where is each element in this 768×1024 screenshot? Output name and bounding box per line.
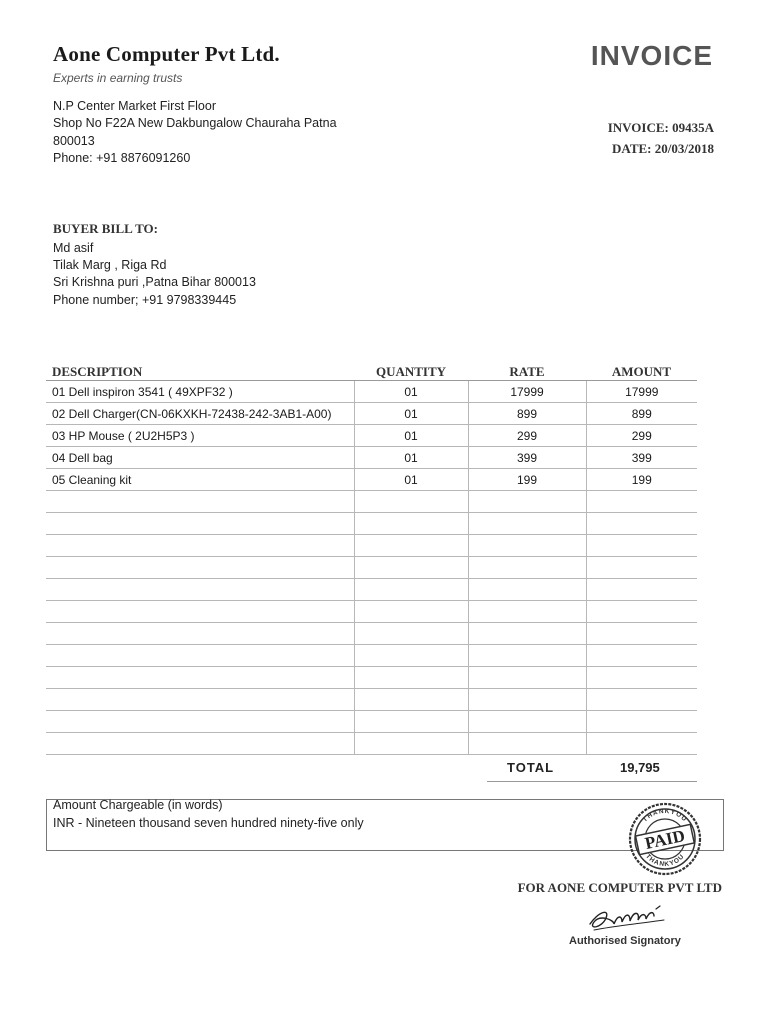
- item-amount: 17999: [586, 381, 697, 403]
- item-amount: [586, 557, 697, 579]
- item-description: [46, 513, 354, 535]
- item-description: [46, 579, 354, 601]
- stamp-ring-top-text: THANKYOU: [641, 807, 689, 824]
- item-rate: [468, 667, 586, 689]
- item-rate: [468, 733, 586, 755]
- stamp-ring-bottom-text: THANKYOU: [644, 852, 686, 869]
- table-row: [46, 711, 697, 733]
- item-amount: [586, 579, 697, 601]
- table-row: [46, 447, 697, 469]
- items-table-body: [46, 381, 697, 755]
- item-description: [46, 623, 354, 645]
- total-label: TOTAL: [507, 760, 555, 775]
- item-description: [46, 557, 354, 579]
- invoice-meta: [608, 117, 714, 159]
- company-phone: Phone: +91 8876091260: [53, 150, 191, 165]
- item-rate: [468, 645, 586, 667]
- for-company-label: FOR AONE COMPUTER PVT LTD: [517, 880, 722, 895]
- item-rate: 899: [468, 403, 586, 425]
- item-quantity: [354, 711, 468, 733]
- item-quantity: [354, 689, 468, 711]
- item-description: 04 Dell bag: [46, 447, 354, 469]
- item-amount: [586, 733, 697, 755]
- address-line: Shop No F22A New Dakbungalow Chauraha Patna: [53, 116, 337, 131]
- amount-in-words-label: Amount Chargeable (in words): [53, 798, 223, 812]
- item-quantity: [354, 623, 468, 645]
- table-row: [46, 491, 697, 513]
- item-quantity: [354, 535, 468, 557]
- item-description: 01 Dell inspiron 3541 ( 49XPF32 ): [46, 381, 354, 403]
- invoice-number: INVOICE: 09435A: [607, 120, 714, 135]
- item-quantity: [354, 733, 468, 755]
- table-row: [46, 623, 697, 645]
- item-description: [46, 535, 354, 557]
- item-description: 03 HP Mouse ( 2U2H5P3 ): [46, 425, 354, 447]
- item-quantity: [354, 601, 468, 623]
- item-description: [46, 645, 354, 667]
- buyer-address-line: Tilak Marg , Riga Rd: [53, 258, 167, 273]
- table-row: [46, 667, 697, 689]
- column-header-amount: AMOUNT: [586, 356, 697, 381]
- item-quantity: [354, 667, 468, 689]
- company-tagline: Experts in earning trusts: [53, 71, 183, 85]
- item-rate: [468, 491, 586, 513]
- table-row: [46, 733, 697, 755]
- table-row: [46, 403, 697, 425]
- paid-stamp-icon: [627, 800, 703, 878]
- item-quantity: [354, 645, 468, 667]
- item-description: [46, 667, 354, 689]
- address-line: 800013: [53, 133, 95, 148]
- table-row: [46, 469, 697, 491]
- authorised-signatory-label: Authorised Signatory: [569, 935, 681, 947]
- item-rate: 199: [468, 469, 586, 491]
- stamp-paid-text: PAID: [643, 826, 687, 853]
- item-quantity: 01: [354, 425, 468, 447]
- items-table: [46, 356, 697, 755]
- item-rate: [468, 535, 586, 557]
- item-amount: 899: [586, 403, 697, 425]
- item-description: [46, 601, 354, 623]
- item-rate: [468, 689, 586, 711]
- buyer-details: [53, 240, 256, 309]
- item-quantity: 01: [354, 469, 468, 491]
- item-amount: 399: [586, 447, 697, 469]
- table-row: [46, 601, 697, 623]
- table-row: [46, 689, 697, 711]
- item-rate: [468, 623, 586, 645]
- item-rate: 299: [468, 425, 586, 447]
- table-row: [46, 513, 697, 535]
- item-description: 05 Cleaning kit: [46, 469, 354, 491]
- total-divider: [487, 781, 697, 782]
- buyer-name: Md asif: [53, 241, 94, 255]
- company-name: Aone Computer Pvt Ltd.: [53, 42, 280, 66]
- item-amount: [586, 645, 697, 667]
- company-address: [53, 98, 337, 167]
- invoice-date: DATE: 20/03/2018: [612, 141, 714, 156]
- column-header-description: DESCRIPTION: [46, 356, 354, 381]
- item-amount: [586, 689, 697, 711]
- item-quantity: [354, 557, 468, 579]
- item-description: [46, 689, 354, 711]
- column-header-rate: RATE: [468, 356, 586, 381]
- buyer-phone: Phone number; +91 9798339445: [53, 292, 237, 307]
- item-amount: [586, 623, 697, 645]
- amount-in-words-value: INR - Nineteen thousand seven hundred ninety-five only: [53, 816, 364, 830]
- item-amount: [586, 491, 697, 513]
- item-description: [46, 491, 354, 513]
- item-rate: [468, 579, 586, 601]
- item-rate: 17999: [468, 381, 586, 403]
- table-row: [46, 535, 697, 557]
- item-amount: [586, 513, 697, 535]
- document-title: INVOICE: [590, 40, 713, 71]
- table-row: [46, 645, 697, 667]
- buyer-heading: BUYER BILL TO:: [53, 221, 159, 236]
- address-line: N.P Center Market First Floor: [53, 99, 217, 113]
- table-row: [46, 381, 697, 403]
- table-row: [46, 425, 697, 447]
- item-quantity: [354, 513, 468, 535]
- item-rate: 399: [468, 447, 586, 469]
- total-value: 19,795: [620, 760, 660, 775]
- signature-image: [584, 900, 670, 936]
- item-quantity: 01: [354, 403, 468, 425]
- table-row: [46, 557, 697, 579]
- item-description: [46, 711, 354, 733]
- item-quantity: [354, 579, 468, 601]
- item-rate: [468, 711, 586, 733]
- table-header-row: [46, 356, 697, 381]
- item-amount: [586, 711, 697, 733]
- item-amount: [586, 667, 697, 689]
- item-quantity: 01: [354, 381, 468, 403]
- item-rate: [468, 557, 586, 579]
- item-quantity: 01: [354, 447, 468, 469]
- item-amount: 199: [586, 469, 697, 491]
- item-amount: 299: [586, 425, 697, 447]
- item-description: [46, 733, 354, 755]
- item-quantity: [354, 491, 468, 513]
- table-row: [46, 579, 697, 601]
- item-description: 02 Dell Charger(CN-06KXKH-72438-242-3AB1-A00): [46, 403, 354, 425]
- svg-text:THANKYOU: [642, 808, 689, 824]
- item-rate: [468, 513, 586, 535]
- item-rate: [468, 601, 586, 623]
- column-header-quantity: QUANTITY: [354, 356, 468, 381]
- buyer-address-line: Sri Krishna puri ,Patna Bihar 800013: [53, 275, 256, 290]
- item-amount: [586, 535, 697, 557]
- item-amount: [586, 601, 697, 623]
